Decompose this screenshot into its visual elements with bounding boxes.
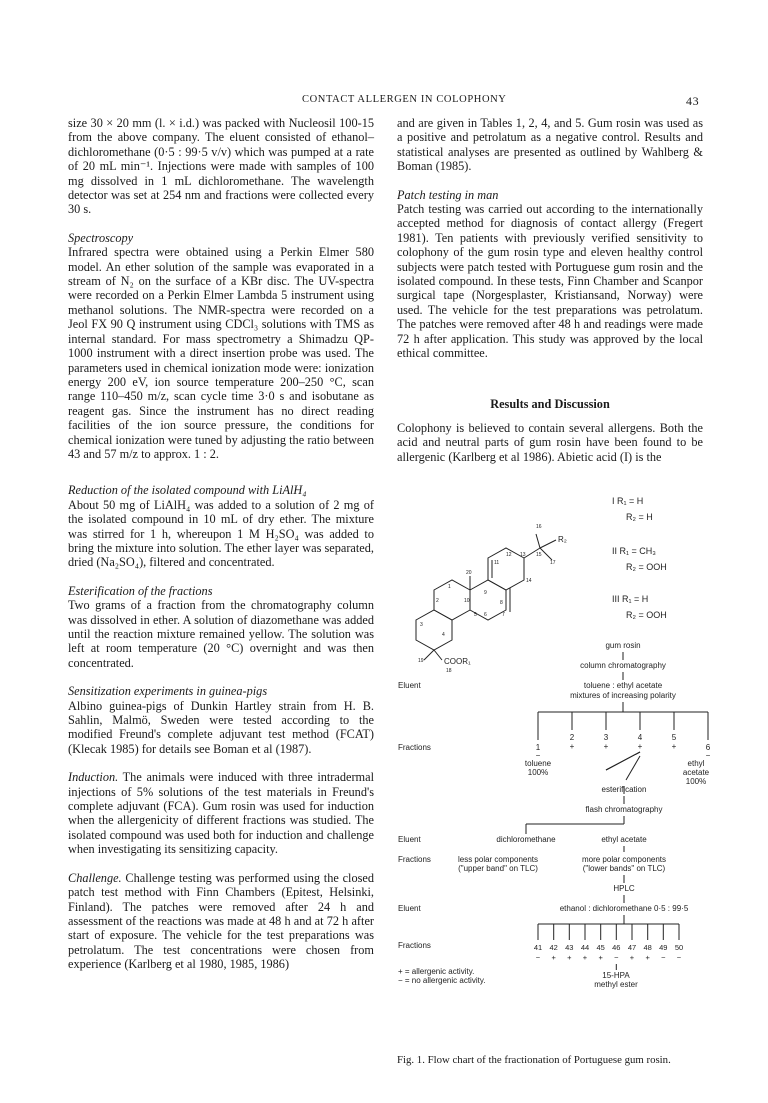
heading-esterification: Esterification of the fractions [68,583,213,598]
substituent-label: R₂ = OOH [626,562,667,572]
heading-reduction: Reduction of the isolated compound with LiAlH₄ [68,483,307,498]
fraction-number: 5 [671,733,677,742]
legend-positive: + = allergenic activity. [398,967,475,976]
paragraph-controls: and are given in Tables 1, 2, 4, and 5. Gum rosin was used as a positive and petrolatum as a negative control. Results and statistical analyses are presented as outlined by Wahlberg & Boman (1985). [397,116,703,174]
fraction-number: 46 [612,943,621,952]
activity-mark: + [645,953,650,962]
atom-number: 11 [494,560,500,566]
fraction-number: 49 [659,943,668,952]
left-column [68,116,374,972]
atom-number: 5 [474,612,477,618]
substituent-label: III R₁ = H [612,594,649,604]
flow-upper-band: ("upper band" on TLC) [458,864,538,873]
paragraph-hplc-cont: size 30 × 20 mm (l. × i.d.) was packed with Nucleosil 100-15 from the above company. The eluent consisted of ethanol–dichloromethane (0·5 : 99·5 v/v) which was pumped at a rate of 20 mL min⁻¹. Injections were made with samples of 100 mg dissolved in 1 mL dichloromethane. The wavelength detector was set at 254 nm and fractions were collected every 30 s. [68,116,374,217]
fraction-number: 45 [596,943,605,952]
flow-eluent-1b: mixtures of increasing polarity [570,691,676,700]
flow-column-chromatography: column chromatography [580,661,666,670]
fraction-comb-3 [535,924,679,970]
label-eluent-1: Eluent [398,681,421,690]
page-number: 43 [686,94,700,108]
figure-1 [390,490,710,1050]
flow-less-polar: less polar components [457,855,539,864]
activity-mark: − [676,953,682,962]
atom-number: 6 [484,612,487,618]
substituent-label: R₂ = OOH [626,610,667,620]
fraction-number: 48 [643,943,652,952]
figure-caption: Fig. 1. Flow chart of the fractionation of Portuguese gum rosin. [397,1054,671,1066]
challenge-text: Challenge testing was performed using the closed patch test method with Finn Chambers (Epitest, Helsinki, Finland). The patches were removed after 24 h and assessment of the reactions was made at 48 h and at 72 h after start of exposure. The vehicle for the test preparations was petrolatum. The test concentrations were chosen from experience (Karlberg et al 1980, 1985, 1986) [68,870,374,972]
fraction-number: 2 [569,733,575,742]
fraction-number: 42 [549,943,558,952]
structure-r2-label: R₂ [558,535,567,544]
fraction-number: 4 [637,733,643,742]
right-column [397,116,703,464]
structure-atom-numbers [418,524,556,674]
substituent-label: R₂ = H [626,512,653,522]
activity-mark: + [567,953,572,962]
flow-ethyl: ethyl [687,759,705,768]
fraction-number: 44 [580,943,590,952]
flow-more-polar: more polar components [581,855,667,864]
fraction-number: 41 [533,943,543,952]
activity-mark: + [629,953,635,962]
flow-flash-chromatography: flash chromatography [585,805,663,814]
flow-toluene: toluene [524,759,552,768]
paragraph-results: Colophony is believed to contain several allergens. Both the acid and neutral parts of gum rosin have been found to be allergenic (Karlberg et al 1986). Abietic acid (I) is the [397,420,703,464]
heading-induction: Induction. [68,770,119,785]
legend-negative: − = no allergenic activity. [398,976,486,985]
substituent-label: II R₁ = CH₃ [612,546,656,556]
flow-acetate: acetate [682,768,710,777]
activity-mark: + [569,742,575,751]
atom-number: 2 [436,598,439,604]
flow-methyl-ester: methyl ester [594,980,638,989]
activity-mark: + [671,742,677,751]
paragraph-reduction: About 50 mg of LiAlH₄ was added to a solution of 2 mg of the isolated compound in 10 mL of dry ether. The mixture was stirred for 1 h, whereupon 1 M H₂SO₄ was added to bring the mixture into solution. The ether layer was separated, dried (Na₂SO₄), filtered and concentrated. [68,497,374,570]
label-eluent-3: Eluent [398,904,421,913]
activity-mark: + [551,953,556,962]
paragraph-spectroscopy: Infrared spectra were obtained using a Perkin Elmer 580 model. An ether solution of the sample was evaporated in a stream of N₂ on the surface of a KBr disc. The UV-spectra were recorded on a Perkin Elmer Lambda 5 instrument using methanol solutions. The NMR-spectra were recorded on a Jeol FX 90 Q instrument using CDCl₃ solutions with TMS as internal standard. For mass spectrometry a Shimadzu QP-1000 instrument with a direct insertion probe was used. The parameters used in chemical ionization mode were: ionization energy 200 eV, ion source temperature 200–250 °C, scan range 110–450 m/z, scan cycle time 3·0 s and isobutane as reagent gas. Since the instrument has no direct reading facilities of the ion source pressure, the conditions for chemical ionization were tuned by adjusting the ratio between 43 and 57 m/z to approx. 1 : 2. [68,245,374,461]
activity-mark: − [614,953,619,962]
heading-sensitization: Sensitization experiments in guinea-pigs [68,684,268,699]
flow-ethyl-pct: 100% [685,777,707,786]
fraction-labels-1 [525,733,710,786]
activity-mark: + [603,742,609,751]
atom-number: 9 [484,590,487,596]
heading-spectroscopy: Spectroscopy [68,230,134,245]
atom-number: 13 [520,552,526,558]
fraction-number: 3 [603,733,609,742]
activity-mark: − [705,751,710,760]
flash-split [526,816,624,836]
substituent-label: I R₁ = H [612,496,644,506]
atom-number: 8 [500,600,503,606]
label-fractions-1: Fractions [398,743,431,752]
atom-number: 3 [420,622,423,628]
heading-results: Results and Discussion [490,396,610,411]
label-eluent-2: Eluent [398,835,421,844]
fraction-number: 47 [627,943,637,952]
flow-eluent-1: toluene : ethyl acetate [583,681,663,690]
atom-number: 14 [526,578,532,584]
activity-mark: − [661,953,666,962]
fraction-number: 6 [705,743,710,752]
abietic-acid-structure [416,534,556,660]
heading-challenge: Challenge. [68,870,122,885]
activity-mark: − [535,751,541,760]
induction-text: The animals were induced with three intradermal injections of 5% solutions of the test materials in Freund's complete adjuvant (FCA). Gum rosin was used for induction when the allergenicity of different fractions was studied. The isolated compound was used both for induction and challenge when investigating its sensitizing capacity. [68,770,374,857]
activity-mark: − [535,953,541,962]
activity-mark: + [598,953,603,962]
paragraph-sensitization: Albino guinea-pigs of Dunkin Hartley strain from H. B. Sahlin, Malmö, Sweden were tested according to the modified Freund's complete adjuvant test method (FCAT) (Klecak 1985) for details see Boman et al (1987). [68,698,374,756]
paragraph-challenge [68,871,374,972]
flow-esterification: esterification [601,785,647,794]
structure-coor-label: COOR₁ [444,657,471,666]
fraction-number: 43 [565,943,574,952]
flow-toluene-pct: 100% [527,768,549,777]
flow-hplc: HPLC [613,884,635,893]
fraction-labels-3 [534,943,683,962]
heading-patch-testing: Patch testing in man [397,187,499,202]
fraction-number: 50 [674,943,684,952]
atom-number: 4 [442,632,445,638]
label-fractions-2: Fractions [398,855,431,864]
atom-number: 17 [550,560,556,566]
paragraph-patch-testing: Patch testing was carried out according to the internationally accepted method for diagnosis of contact allergy (Fregert 1981). Ten patients with previously verified sensitivity to colophony of the gum rosin type and eleven healthy control subjects were patch tested with Portuguese gum rosin and the isolated compound. In these tests, Finn Chamber and Scanpor surgical tape (Norgesplaster, Kristiansand, Norway) were used. The vehicle for the test preparations was petrolatum. The patches were removed after 48 h and readings were made 72 h after application. This study was approved by the local ethical committee. [397,202,703,361]
atom-number: 12 [506,552,512,558]
atom-number: 20 [466,570,472,576]
flow-lower-bands: ("lower bands" on TLC) [582,864,666,873]
fraction-number: 1 [535,743,541,752]
atom-number: 15 [536,552,542,558]
flow-ethyl-acetate: ethyl acetate [601,835,647,844]
flow-eluent-3: ethanol : dichloromethane 0·5 : 99·5 [559,904,689,913]
flow-gum-rosin: gum rosin [605,641,641,650]
fraction-comb-1 [535,702,708,794]
running-title: CONTACT ALLERGEN IN COLOPHONY [302,94,507,105]
atom-number: 1 [448,584,451,590]
atom-number: 19 [418,658,424,664]
activity-mark: + [637,742,643,751]
structure-substituents [612,496,667,620]
flow-dichloromethane: dichloromethane [496,835,556,844]
activity-mark: + [582,953,588,962]
atom-number: 7 [502,612,505,618]
atom-number: 16 [536,524,542,530]
atom-number: 10 [464,598,470,604]
paragraph-esterification: Two grams of a fraction from the chromatography column was dissolved in ether. A solution of diazomethane was added until the reaction mixture remained yellow. The solution was left at room temperature (20 °C) overnight and was then concentrated. [68,598,374,670]
atom-number: 18 [446,668,452,674]
paragraph-induction [68,770,374,856]
label-fractions-3: Fractions [398,941,431,950]
flow-15-hpa: 15-HPA [602,971,630,980]
